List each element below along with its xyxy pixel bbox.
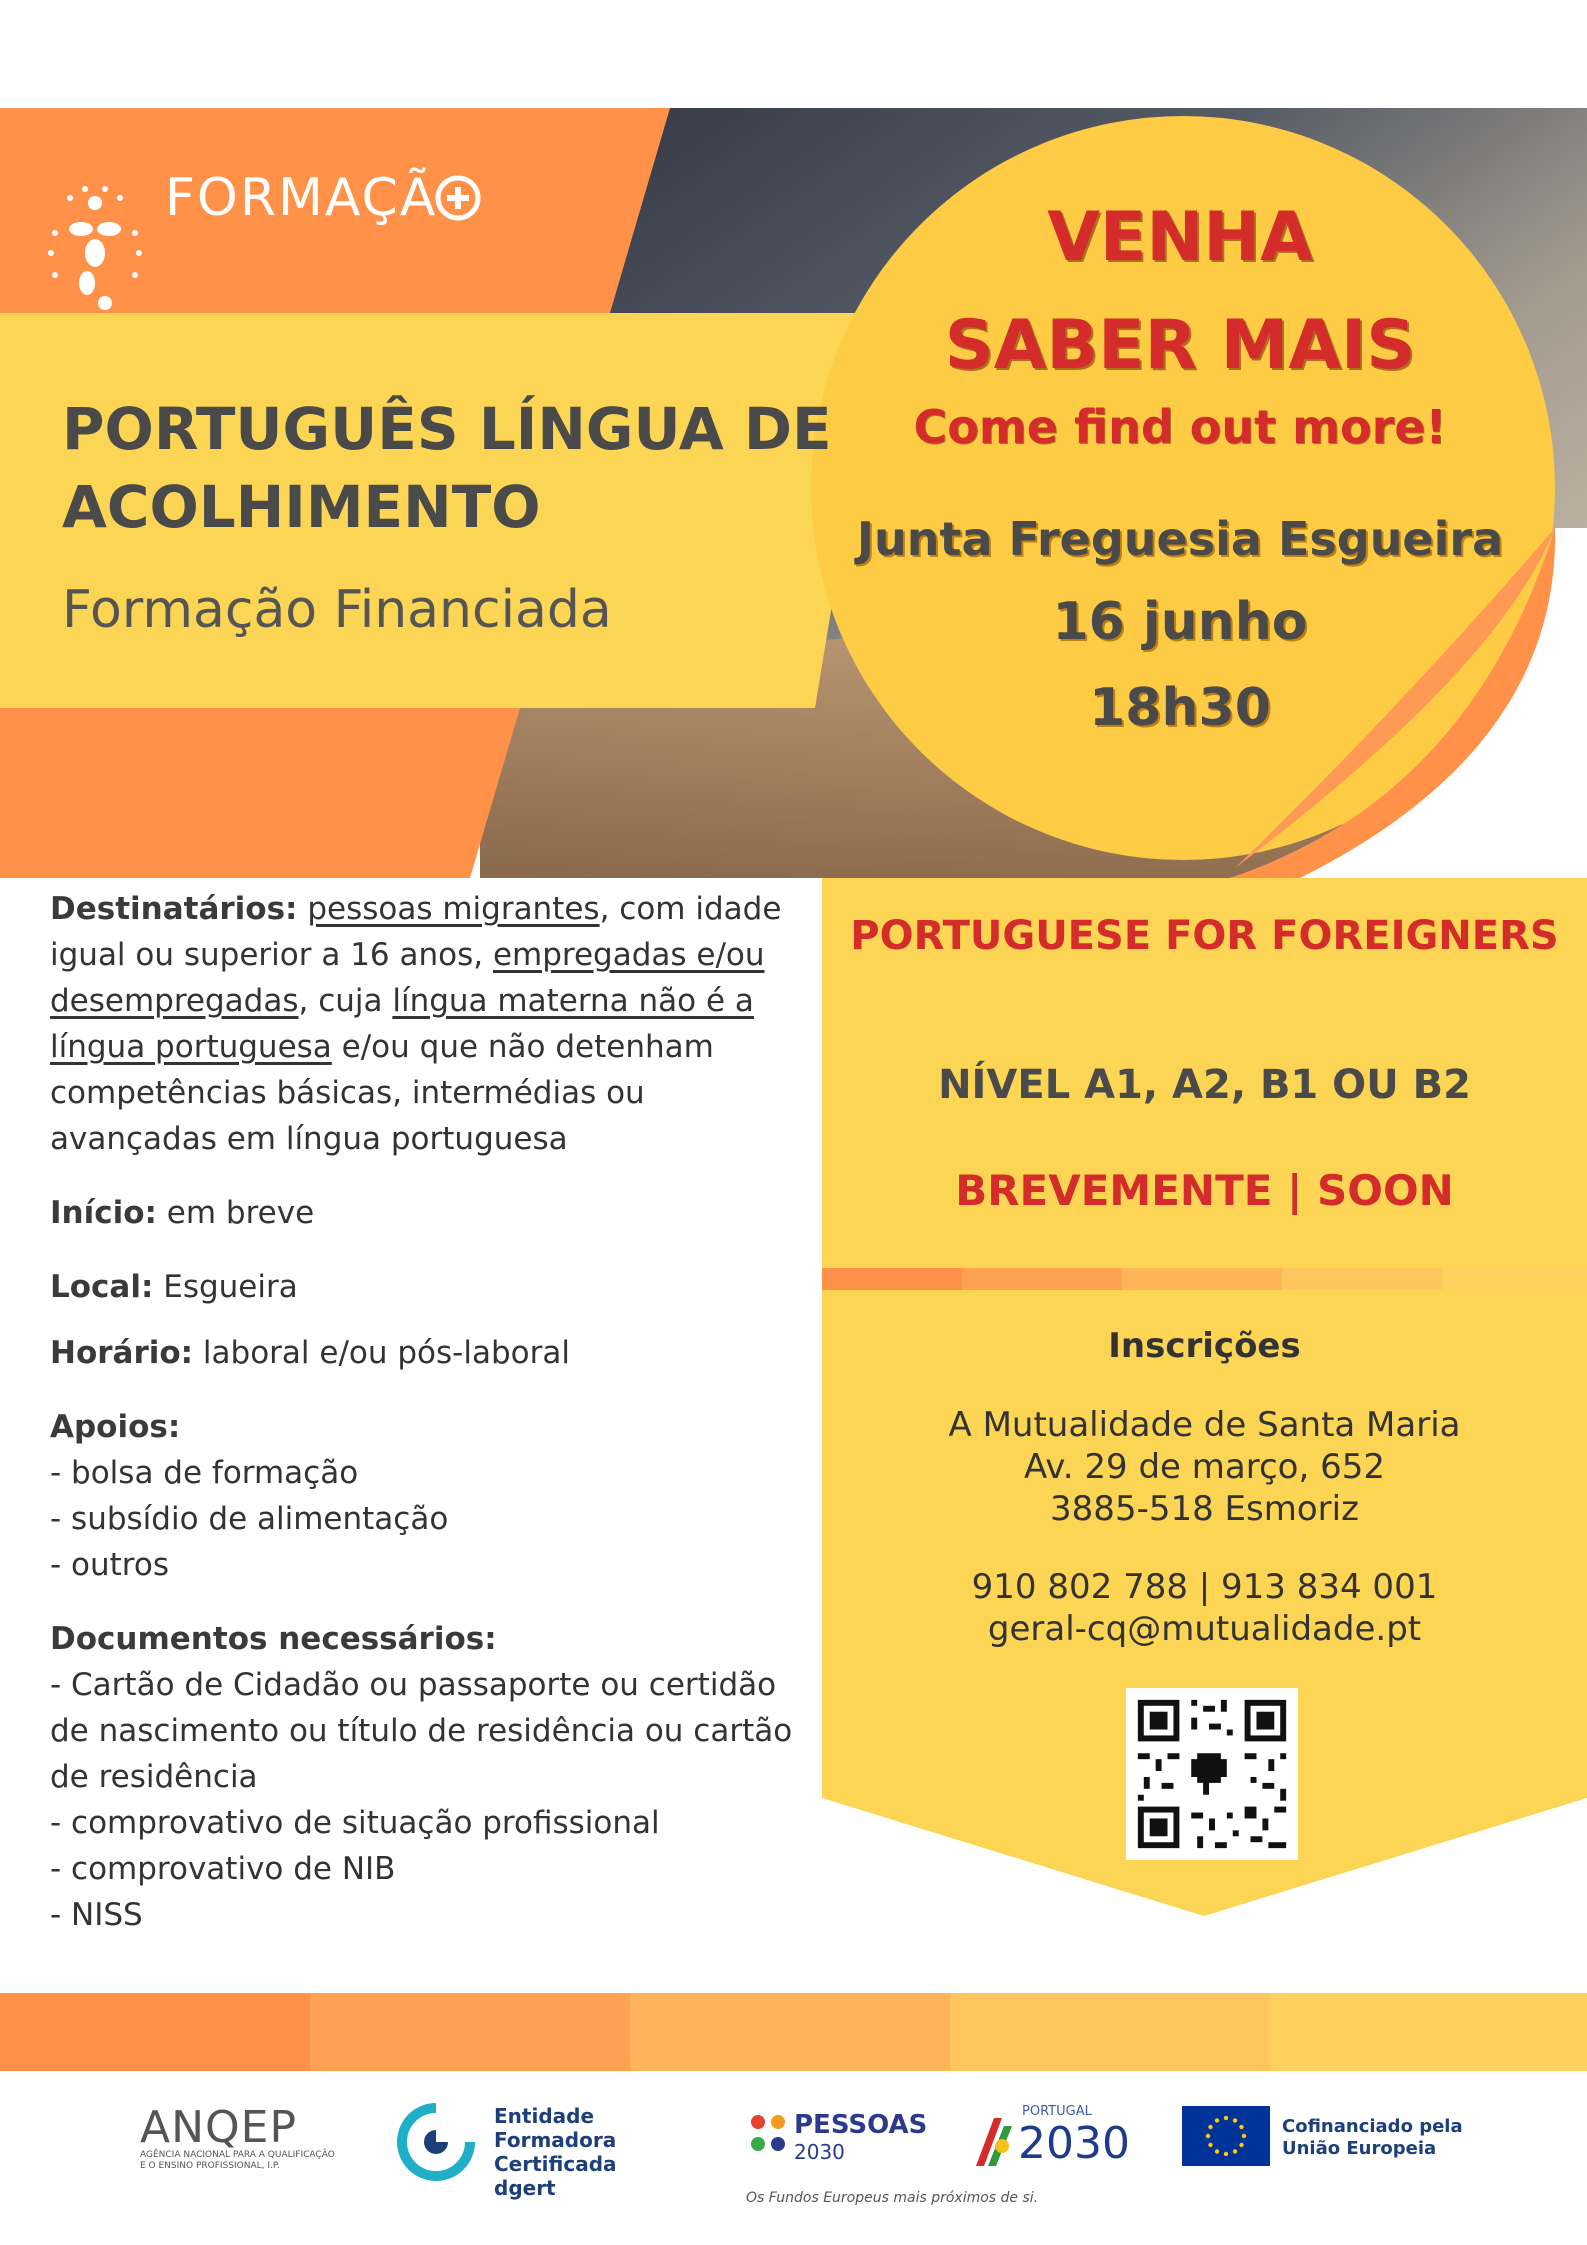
inicio-value: em breve: [156, 1195, 315, 1231]
anqep-subtitle: AGÊNCIA NACIONAL PARA A QUALIFICAÇÃO E O ENSINO PROFISSIONAL, I.P.: [140, 2150, 335, 2171]
documentos-item: - comprovativo de situação profissional: [50, 1805, 660, 1841]
course-english-title: PORTUGUESE FOR FOREIGNERS: [850, 913, 1559, 959]
destinatarios-text-2: , cuja: [298, 983, 393, 1019]
documentos-item: - comprovativo de NIB: [50, 1851, 396, 1887]
destinatarios-paragraph: [50, 886, 810, 1162]
orange-stripe-bottom: [0, 708, 520, 878]
horario-label: Horário:: [50, 1335, 194, 1371]
destinatarios-text-3: e/ou que não detenham competências básicas, intermédias ou avançadas em língua portuguesa: [50, 1029, 714, 1157]
address-line: 3885-518 Esmoriz: [1050, 1489, 1359, 1529]
course-title: PORTUGUÊS LÍNGUA DE ACOLHIMENTO: [62, 395, 832, 541]
local-label: Local:: [50, 1269, 154, 1305]
logo-text: FORMAÇÃ: [165, 168, 438, 228]
apoios-item: - outros: [50, 1547, 169, 1583]
inicio-line: [50, 1190, 810, 1236]
horario-value: laboral e/ou pós-laboral: [193, 1335, 570, 1371]
horario-line: [50, 1330, 810, 1376]
circle-headline-2: SABER MAIS: [944, 306, 1416, 385]
event-date: 16 junho: [1052, 592, 1308, 652]
circle-tagline: Come find out more!: [913, 400, 1447, 454]
apoios-block: [50, 1404, 810, 1588]
dgert-line: Formadora: [494, 2128, 617, 2152]
dgert-logo-icon: [396, 2102, 476, 2182]
local-line: [50, 1264, 810, 1310]
course-subtitle: Formação Financiada: [62, 580, 612, 640]
portugal-label: PORTUGAL: [1022, 2104, 1092, 2119]
pessoas-logo: PESSOAS: [794, 2110, 928, 2140]
dgert-text: [494, 2104, 644, 2200]
email-link[interactable]: geral-cq@mutualidade.pt: [987, 1609, 1422, 1649]
footer-color-bar: [0, 1993, 1587, 2071]
contact-block: [822, 1566, 1587, 1650]
pessoas-logo-icon: [748, 2112, 790, 2158]
documentos-label: Documentos necessários:: [50, 1621, 497, 1657]
portugal-year: 2030: [1018, 2118, 1130, 2169]
address-line: Av. 29 de março, 652: [1024, 1447, 1385, 1487]
documentos-block: [50, 1616, 810, 1938]
local-value: Esgueira: [153, 1269, 298, 1305]
destinatarios-link-1: pessoas migrantes: [307, 891, 600, 927]
phone-numbers: 910 802 788 | 913 834 001: [971, 1567, 1438, 1607]
apoios-item: - bolsa de formação: [50, 1455, 359, 1491]
dgert-line: Entidade: [494, 2104, 595, 2128]
destinatarios-link-2: empregadas e/ou desempregadas: [50, 937, 765, 1019]
qr-code-icon[interactable]: [1126, 1688, 1298, 1860]
documentos-item: - NISS: [50, 1897, 143, 1933]
destinatarios-label: Destinatários:: [50, 891, 298, 927]
event-time: 18h30: [1089, 678, 1271, 738]
anqep-logo: ANQEP: [140, 2102, 297, 2153]
course-details: [50, 886, 810, 1966]
portugal-2030-logo-icon: [972, 2112, 1018, 2170]
eu-cofinancing-text: Cofinanciado pela União Europeia: [1282, 2116, 1463, 2159]
address-block: [822, 1404, 1587, 1530]
dgert-line: Certificada: [494, 2152, 617, 2176]
documentos-item: - Cartão de Cidadão ou passaporte ou certidão de nascimento ou título de residência ou cartão de residência: [50, 1667, 793, 1795]
course-levels: NÍVEL A1, A2, B1 OU B2: [938, 1062, 1471, 1108]
apoios-label: Apoios:: [50, 1409, 181, 1445]
address-line: A Mutualidade de Santa Maria: [948, 1405, 1461, 1445]
dgert-line: dgert: [494, 2176, 556, 2200]
event-location: Junta Freguesia Esgueira: [856, 512, 1504, 566]
eu-flag-icon: [1182, 2106, 1270, 2166]
course-start-soon: BREVEMENTE | SOON: [955, 1166, 1454, 1215]
pessoas-year: 2030: [794, 2140, 845, 2164]
inicio-label: Início:: [50, 1195, 157, 1231]
inscricoes-heading: Inscrições: [1108, 1326, 1301, 1366]
apoios-item: - subsídio de alimentação: [50, 1501, 449, 1537]
funds-tagline: Os Fundos Europeus mais próximos de si.: [746, 2190, 1039, 2206]
destinatarios-text-1: , com idade igual ou superior a 16 anos,: [50, 891, 782, 973]
circle-headline-1: VENHA: [1047, 198, 1313, 277]
destinatarios-link-3: língua materna não é a língua portuguesa: [50, 983, 754, 1065]
